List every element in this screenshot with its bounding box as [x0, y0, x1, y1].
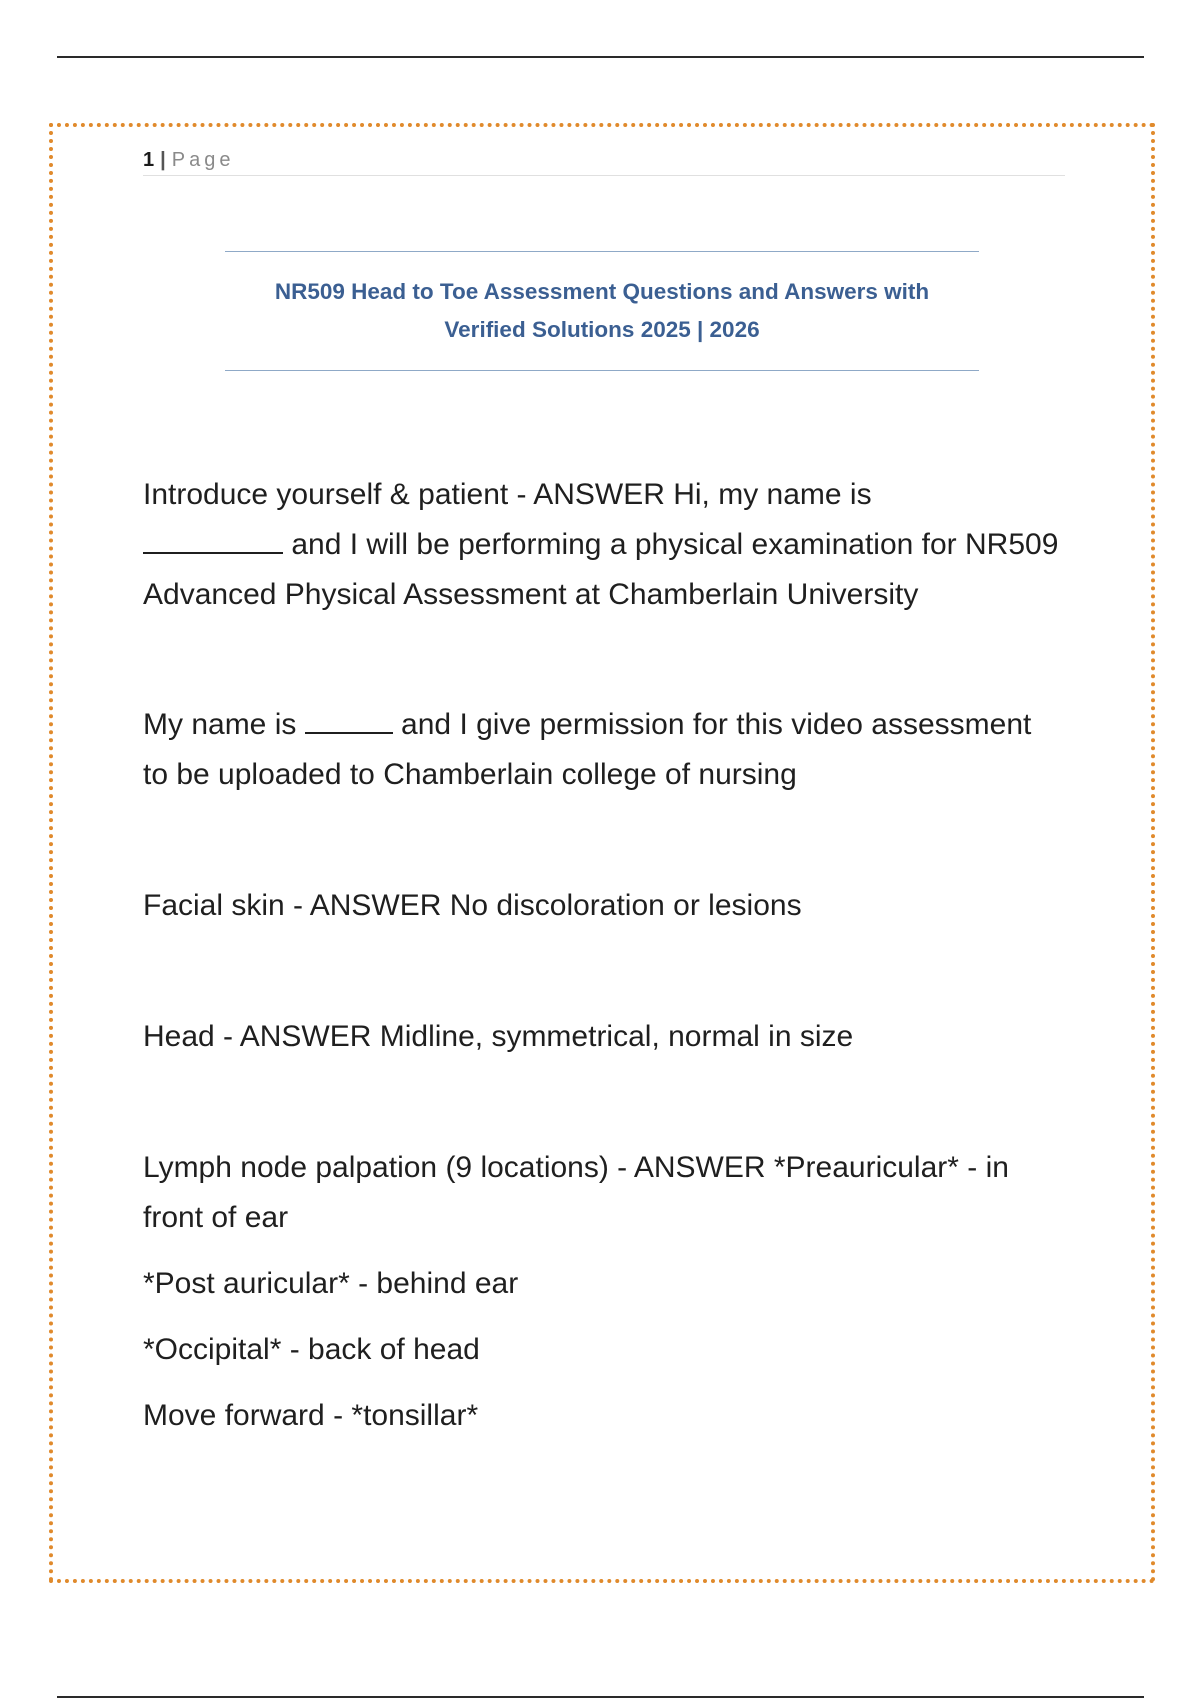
- page-label: Page: [171, 149, 235, 171]
- fill-in-blank: [143, 522, 283, 554]
- qa-item-introduce: [143, 470, 1063, 620]
- title-line-2: Verified Solutions 2025 | 2026: [444, 317, 760, 342]
- qa-item-facial-skin: Facial skin - ANSWER No discoloration or lesions: [143, 889, 802, 922]
- qa-text-after-blank: and I give permission for this video assessment to be uploaded to Chamberlain college of nursing: [143, 708, 1032, 791]
- title-line-1: NR509 Head to Toe Assessment Questions and Answers with: [274, 279, 930, 304]
- qa-lymph-main: Lymph node palpation (9 locations) - ANSWER *Preauricular* - in front of ear: [143, 1151, 1009, 1234]
- qa-text-after-blank: and I will be performing a physical examination for NR509 Advanced Physical Assessment at Chamberlain University: [143, 528, 1059, 611]
- page-number: 1: [143, 149, 155, 171]
- fill-in-blank: [305, 702, 393, 734]
- qa-item-permission: [143, 700, 1063, 800]
- qa-content: [143, 470, 1063, 1441]
- page-header: [143, 146, 1065, 176]
- qa-text-before-blank: Introduce yourself & patient - ANSWER Hi, my name is: [143, 478, 872, 511]
- document-title: [225, 251, 979, 371]
- qa-lymph-sub-line: *Post auricular* - behind ear: [143, 1267, 519, 1300]
- qa-item-head: Head - ANSWER Midline, symmetrical, normal in size: [143, 1020, 854, 1053]
- qa-text-before-blank: My name is: [143, 708, 305, 741]
- top-rule: [57, 56, 1144, 58]
- qa-lymph-sub-line: *Occipital* - back of head: [143, 1333, 480, 1366]
- qa-lymph-sub-line: Move forward - *tonsillar*: [143, 1399, 479, 1432]
- qa-item-lymph-nodes: [143, 1143, 1063, 1441]
- page-separator: |: [160, 149, 166, 171]
- bottom-rule: [57, 1696, 1144, 1698]
